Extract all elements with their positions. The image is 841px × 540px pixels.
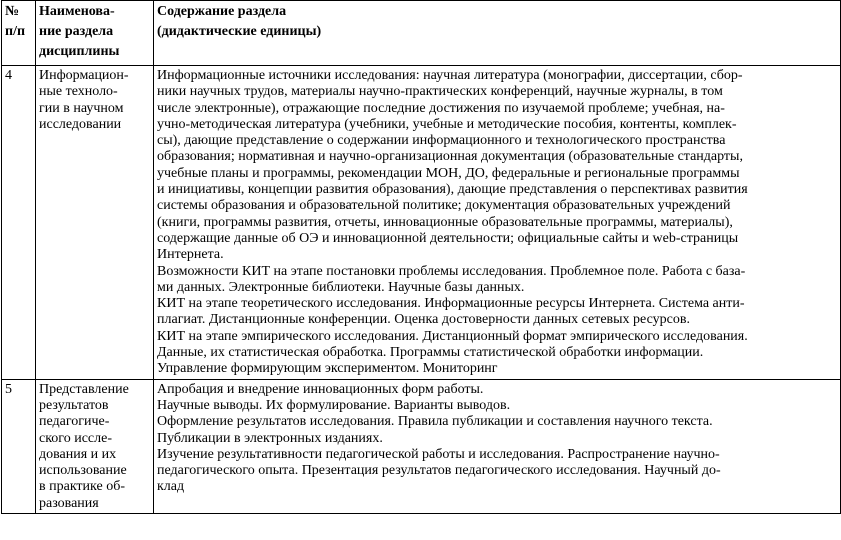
content-line: Информационные источники исследования: научная литература (монографии, диссертации, сбор- [157, 68, 743, 83]
row-name-line: педагогиче- [39, 414, 110, 430]
content-line: ники научных трудов, материалы научно-практических конференций, научные журналы, в том [157, 84, 723, 100]
row-name-cell [36, 379, 154, 513]
content-line: образования; нормативная и научно-организационная документация (образовательные стандарты, [157, 149, 743, 165]
content-line: учно-методическая литература (учебники, учебные и методические пособия, контенты, комплек- [157, 116, 737, 132]
curriculum-table [1, 0, 841, 514]
row-name-line: в практике об- [39, 479, 125, 495]
content-line: клад [157, 479, 185, 495]
row-name-line: Представление [39, 381, 129, 397]
content-line: Оформление результатов исследования. Правила публикации и составления научного текста. [157, 414, 713, 430]
header-num-line: № [5, 4, 20, 19]
row-name-cell [36, 66, 154, 380]
row-name-line: дования и их [39, 446, 117, 462]
content-line: Управление формирующим экспериментом. Мониторинг [157, 361, 498, 377]
content-line: числе электронные), отражающие последние достижения по изучаемой проблеме; учебная, на- [157, 100, 725, 116]
row-name-line: результатов [39, 397, 109, 413]
header-content-line: Содержание раздела [157, 4, 287, 19]
content-line: плагиат. Дистанционные конференции. Оценка достоверности данных сетевых ресурсов. [157, 312, 690, 328]
row-num-cell [2, 379, 36, 513]
row-name-line: разования [39, 495, 99, 511]
content-line: сы), дающие представление о содержании информационного и технологического пространства [157, 133, 726, 149]
row-content-cell [154, 66, 841, 380]
header-name-line: ние раздела [39, 24, 114, 39]
content-line: Публикации в электронных изданиях. [157, 430, 383, 446]
header-name-line: дисциплины [39, 44, 120, 59]
content-line: Научные выводы. Их формулирование. Варианты выводов. [157, 397, 511, 413]
content-line: Интернета. [157, 247, 224, 263]
content-line: КИТ на этапе теоретического исследования. Информационные ресурсы Интернета. Система анти- [157, 296, 745, 312]
row-content-cell [154, 379, 841, 513]
table-row [2, 379, 841, 513]
row-name-line: использование [39, 463, 127, 479]
content-line: Возможности КИТ на этапе постановки проблемы исследования. Проблемное поле. Работа с база- [157, 263, 746, 279]
row-num: 4 [5, 68, 12, 83]
table-header-row [2, 1, 841, 66]
content-line: и инициативы, концепции развития образования), дающие представления о перспективах развития [157, 182, 748, 198]
content-line: ми данных. Электронные библиотеки. Научные базы данных. [157, 279, 525, 295]
row-name-line: ского иссле- [39, 430, 112, 446]
content-line: учебные планы и программы, рекомендации МОН, ДО, федеральные и региональные программы [157, 165, 740, 181]
content-line: Апробация и внедрение инновационных форм работы. [157, 381, 484, 397]
content-line: Изучение результативности педагогической работы и исследования. Распространение научно- [157, 446, 720, 462]
content-line: содержащие данные об ОЭ и инновационной деятельности; официальные сайты и web-страницы [157, 230, 739, 246]
row-name-line: гии в научном [39, 100, 124, 116]
header-name-line: Наименова- [39, 4, 115, 19]
content-line: КИТ на этапе эмпирического исследования. Дистанционный формат эмпирического исследования. [157, 328, 748, 344]
header-name-cell [36, 1, 154, 66]
header-content-line: (дидактические единицы) [157, 24, 322, 39]
content-line: системы образования и образовательной политике; документация образовательных учреждений [157, 198, 731, 214]
header-num-cell [2, 1, 36, 66]
content-line: педагогического опыта. Презентация результатов педагогического исследования. Научный до- [157, 463, 721, 479]
row-name-line: исследовании [39, 116, 122, 132]
header-content-cell [154, 1, 841, 66]
content-line: (книги, программы развития, отчеты, инновационные образовательные программы, материалы), [157, 214, 733, 230]
row-num-cell [2, 66, 36, 380]
content-line: Данные, их статистическая обработка. Программы статистической обработки информации. [157, 345, 704, 361]
row-name-line: ные техноло- [39, 84, 118, 100]
table-row [2, 66, 841, 380]
header-num-line: п/п [5, 24, 26, 39]
row-num: 5 [5, 381, 12, 397]
row-name-line: Информацион- [39, 68, 129, 83]
